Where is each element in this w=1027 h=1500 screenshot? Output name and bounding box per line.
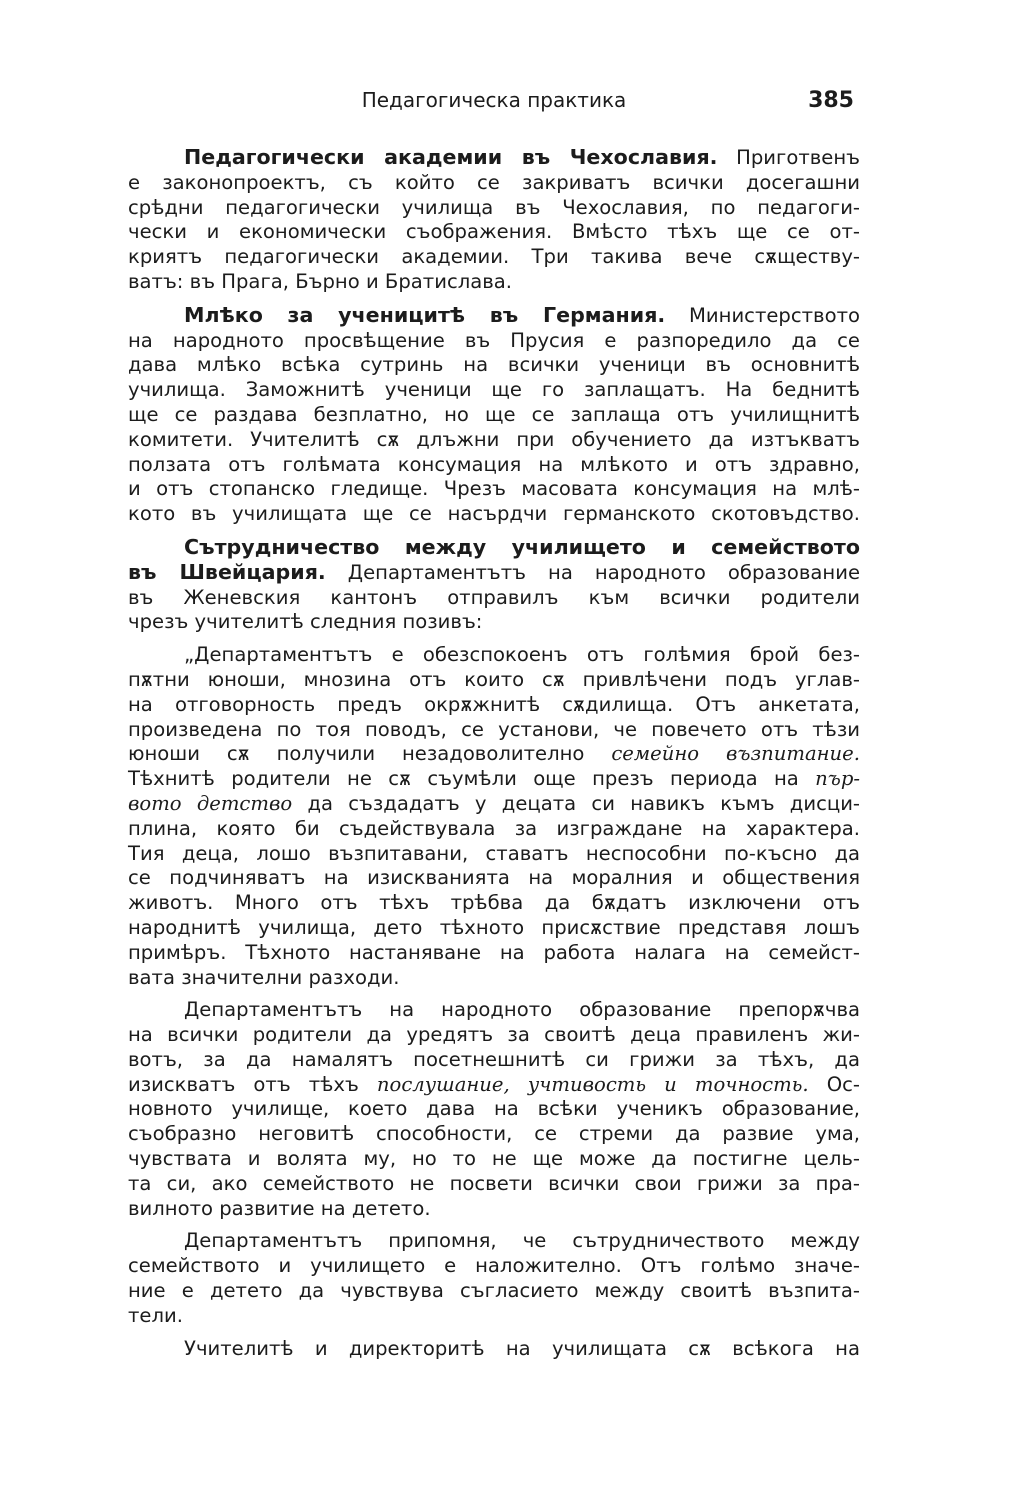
text-line: Педагогически академии въ Чехославия. Приготвенъ: [184, 145, 860, 169]
section-heading: Сътрудничество между училището и семейството: [184, 534, 860, 559]
running-title: Педагогическа практика: [361, 88, 627, 112]
page-number: 385: [808, 88, 854, 113]
text-line: ще се раздава безплатно, но ще се заплаща отъ училищнитѣ: [128, 402, 860, 426]
text-line: вилното развитие на детето.: [128, 1196, 431, 1220]
section-school-family: [128, 535, 860, 635]
text-line: чески и економически съображения. Вмѣсто тѣхъ ще се от-: [128, 220, 860, 244]
text-line: Тѣхнитѣ родители не сѫ съумѣли още презъ периода на пър-: [128, 767, 860, 791]
closing-paragraph: [128, 1337, 860, 1362]
text-line: дава млѣко всѣка сутринь на всички ученици въ основнитѣ: [128, 353, 860, 377]
text-line: комитети. Учителитѣ сѫ длъжни при обучението да изтъкватъ: [128, 427, 860, 451]
text-line: новното училище, което дава на всѣки ученикъ образование,: [128, 1097, 860, 1121]
text-line: Млѣко за ученицитѣ въ Германия. Министерството: [184, 302, 860, 327]
text-line: примѣръ. Тѣхното настаняване на работа налага на семейст-: [128, 940, 860, 964]
text-line: Тия деца, лошо възпитавани, ставатъ неспособни по-късно да: [128, 841, 860, 865]
text-line: училища. Заможнитѣ ученици ще го заплащатъ. На беднитѣ: [128, 378, 860, 402]
italic-phrase: пър-: [815, 767, 860, 791]
italic-phrase: вото детство: [128, 791, 293, 815]
italic-phrase: семейно възпитание.: [611, 742, 860, 766]
text-line: чувствата и волята му, но то не ще може да постигне цель-: [128, 1147, 860, 1171]
text-line: въ Швейцария. Департаментътъ на народното образование: [128, 559, 860, 584]
text-line: на отговорность предъ окрѫжнитѣ сѫдилища. Отъ анкетата,: [128, 692, 860, 716]
italic-phrase: послушание, учтивость и точность.: [376, 1072, 809, 1096]
text-line: Департаментътъ на народното образование препорѫчва: [184, 998, 860, 1022]
text-line: съобразно неговитѣ способности, се стреми да развие ума,: [128, 1122, 860, 1146]
text-line: ползата отъ голѣмата консумация на млѣкото и отъ здравно,: [128, 452, 860, 476]
text-line: произведена по тоя поводъ, се установи, че повечето отъ тѣзи: [128, 717, 860, 741]
quote-paragraph-2: [128, 998, 860, 1221]
text-line: ватъ: въ Прага, Бърно и Братислава.: [128, 269, 513, 293]
text-line: вата значителни разходи.: [128, 965, 400, 989]
text-line: та си, ако семейството не посвети всички свои грижи за пра-: [128, 1171, 860, 1195]
text-line: Департаментътъ припомня, че сътрудничеството между: [184, 1229, 860, 1253]
text-line: въ Женевския кантонъ отправилъ към всички родители: [128, 585, 860, 609]
text-line: „Департаментътъ е обезспокоенъ отъ голѣмия брой без-: [184, 643, 860, 667]
text-line: кото въ училищата ще се насърдчи германското скотовъдство.: [128, 502, 860, 526]
section-heading: Педагогически академии въ Чехославия.: [184, 145, 718, 169]
text-line: е законопроектъ, съ който се закриватъ всички досегашни: [128, 170, 860, 194]
text-line: юноши сѫ получили незадоволително семейно възпитание.: [128, 742, 860, 766]
text-line: изискватъ отъ тѣхъ послушание, учтивость и точность. Ос-: [128, 1072, 860, 1096]
text-line: срѣдни педагогически училища въ Чехославия, по педагоги-: [128, 195, 860, 219]
text-line: се подчиняватъ на изискванията на моралния и обществения: [128, 866, 860, 890]
text-line: животъ. Много отъ тѣхъ трѣбва да бѫдатъ изключени отъ: [128, 891, 860, 915]
text-line: народнитѣ училища, дето тѣхното присѫствие представя лошъ: [128, 915, 860, 939]
text-line: вото детство да създадатъ у децата си навикъ къмъ дисци-: [128, 791, 860, 815]
page-header: [128, 88, 860, 120]
text-line: криятъ педагогически академии. Три такива вече сѫществу-: [128, 245, 860, 269]
section-heading: Млѣко за ученицитѣ въ Германия.: [184, 302, 666, 327]
section-pedagogical-academies: [128, 145, 860, 295]
text-line: семейството и училището е наложително. Отъ голѣмо значе-: [128, 1254, 860, 1278]
text-line: тели.: [128, 1303, 183, 1327]
text-line: на всички родители да уредятъ за своитѣ деца правиленъ жи-: [128, 1023, 860, 1047]
text-line: плина, която би съдействувала за изграждане на характера.: [128, 816, 860, 840]
text-line: на народното просвѣщение въ Прусия е разпоредило да се: [128, 328, 860, 352]
section-milk-germany: [128, 303, 860, 527]
text-line: Учителитѣ и директоритѣ на училищата сѫ всѣкога на: [184, 1336, 860, 1360]
page-body: [128, 145, 860, 1369]
text-line: вотъ, за да намалятъ посетнешнитѣ си грижи за тѣхъ, да: [128, 1047, 860, 1071]
text-line: и отъ стопанско гледище. Чрезъ масовата консумация на млѣ-: [128, 477, 860, 501]
text-line: чрезъ учителитѣ следния позивъ:: [128, 610, 483, 634]
text-line: ние е детето да чувствува съгласието между своитѣ възпита-: [128, 1279, 860, 1303]
text-line: пѫтни юноши, мнозина отъ които сѫ привлѣчени подъ углав-: [128, 667, 860, 691]
quote-paragraph-1: [128, 643, 860, 990]
quote-paragraph-3: [128, 1229, 860, 1328]
section-heading-cont: въ Швейцария.: [128, 559, 326, 584]
